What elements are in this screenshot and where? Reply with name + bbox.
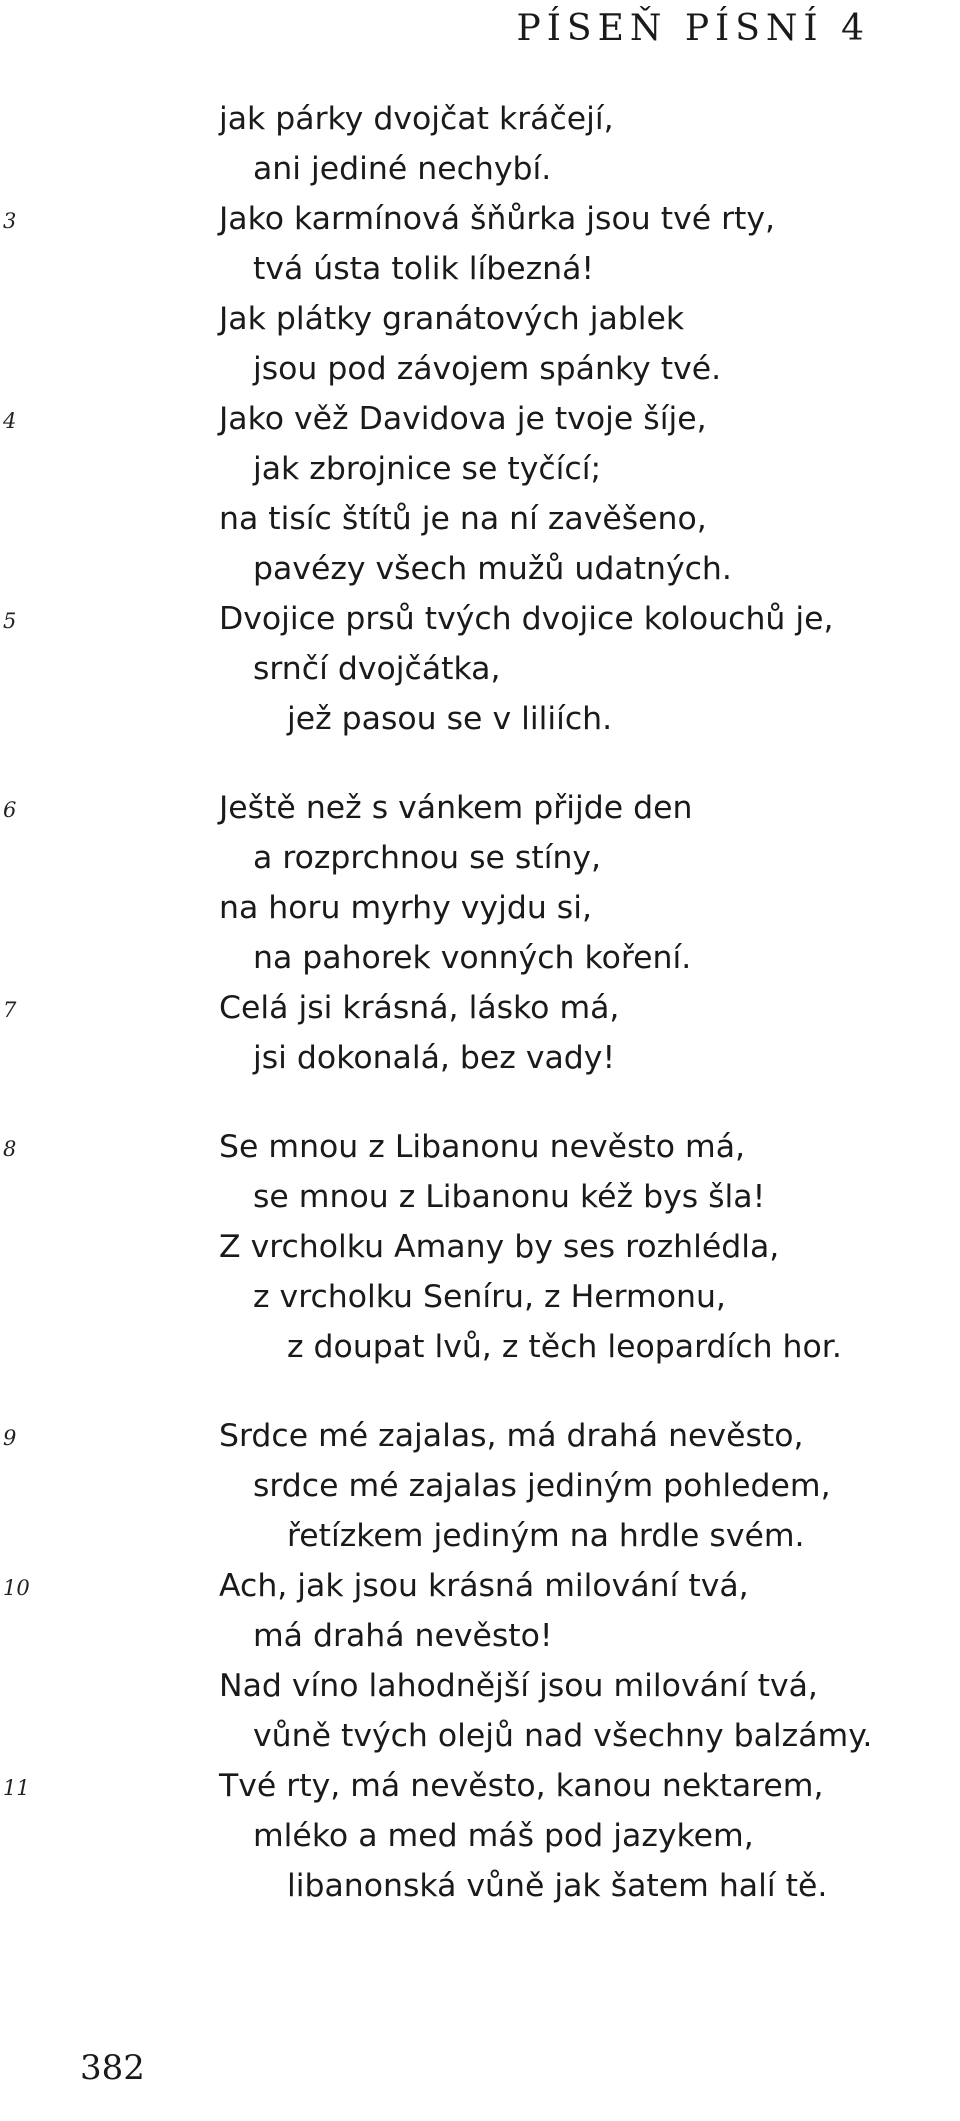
poem-line-text: tvá ústa tolik líbezná!: [253, 251, 595, 287]
poem-line-text: Dvojice prsů tvých dvojice kolouchů je,: [219, 601, 834, 637]
poem-line: [0, 544, 960, 594]
poem-line-text: jsi dokonalá, bez vady!: [253, 1040, 616, 1076]
poem-line: [0, 1272, 960, 1322]
poem-line: [0, 294, 960, 344]
poem-line-text: z vrcholku Seníru, z Hermonu,: [253, 1279, 726, 1315]
poem-line: [0, 1861, 960, 1911]
poem-line-text: jsou pod závojem spánky tvé.: [253, 351, 722, 387]
stanza-gap: [0, 744, 960, 783]
poem-line: [0, 833, 960, 883]
verse-number: 9: [3, 1426, 17, 1450]
poem-line-text: Ach, jak jsou krásná milování tvá,: [219, 1568, 749, 1604]
poem-line: [0, 1322, 960, 1372]
poem-line-text: Jak plátky granátových jablek: [219, 301, 685, 337]
poem-line-text: Srdce mé zajalas, má drahá nevěsto,: [219, 1418, 804, 1454]
verse-number: 4: [3, 409, 17, 433]
poem-line: [0, 1122, 960, 1172]
poem-line: [0, 1511, 960, 1561]
poem-line: [0, 783, 960, 833]
poem-line: [0, 394, 960, 444]
poem-line-text: mléko a med máš pod jazykem,: [253, 1818, 754, 1854]
poem-line-text: se mnou z Libanonu kéž bys šla!: [253, 1179, 766, 1215]
poem-line-text: na pahorek vonných koření.: [253, 940, 692, 976]
poem-line: [0, 94, 960, 144]
poem-line: [0, 1172, 960, 1222]
poem-line-text: má drahá nevěsto!: [253, 1618, 553, 1654]
running-head: PÍSEŇ PÍSNÍ 4: [516, 8, 870, 49]
page-number: 382: [80, 2048, 145, 2088]
poem-line-text: Jako karmínová šňůrka jsou tvé rty,: [219, 201, 776, 237]
poem-line-text: Jako věž Davidova je tvoje šíje,: [219, 401, 707, 437]
verse-number: 10: [3, 1576, 30, 1600]
poem-line-text: z doupat lvů, z těch leopardích hor.: [287, 1329, 842, 1365]
poem-line: [0, 883, 960, 933]
verse-number: 8: [3, 1137, 17, 1161]
poem-line: [0, 194, 960, 244]
poem-line: [0, 594, 960, 644]
poem-line: [0, 144, 960, 194]
stanza-gap: [0, 1372, 960, 1411]
poem-line: [0, 1461, 960, 1511]
poem-line-text: srdce mé zajalas jediným pohledem,: [253, 1468, 831, 1504]
verse-number: 7: [3, 998, 17, 1022]
poem-line-text: jež pasou se v liliích.: [287, 701, 613, 737]
poem-line: [0, 494, 960, 544]
poem-line: [0, 1561, 960, 1611]
poem-line: [0, 933, 960, 983]
poem-line-text: Se mnou z Libanonu nevěsto má,: [219, 1129, 746, 1165]
poem-line: [0, 1711, 960, 1761]
poem-line: [0, 1411, 960, 1461]
poem-line: [0, 244, 960, 294]
poem-line: [0, 444, 960, 494]
poem-line-text: vůně tvých olejů nad všechny balzámy.: [253, 1718, 873, 1754]
poem-line-text: Nad víno lahodnější jsou milování tvá,: [219, 1668, 818, 1704]
verse-number: 3: [3, 209, 17, 233]
poem-line-text: na horu myrhy vyjdu si,: [219, 890, 592, 926]
poem-line: [0, 694, 960, 744]
poem-line-text: srnčí dvojčátka,: [253, 651, 501, 687]
poem-line-text: Ještě než s vánkem přijde den: [219, 790, 693, 826]
poem-line-text: a rozprchnou se stíny,: [253, 840, 602, 876]
poem-line: [0, 1033, 960, 1083]
poem-line-text: Z vrcholku Amany by ses rozhlédla,: [219, 1229, 780, 1265]
poem-line-text: Celá jsi krásná, lásko má,: [219, 990, 620, 1026]
poem-line-text: řetízkem jediným na hrdle svém.: [287, 1518, 805, 1554]
poem-line-text: na tisíc štítů je na ní zavěšeno,: [219, 501, 707, 537]
verse-number: 6: [3, 798, 17, 822]
verse-number: 5: [3, 609, 17, 633]
poem-line-text: ani jediné nechybí.: [253, 151, 552, 187]
poem-line-text: libanonská vůně jak šatem halí tě.: [287, 1868, 828, 1904]
poem-line: [0, 644, 960, 694]
poem-line: [0, 1811, 960, 1861]
poem-line-text: jak párky dvojčat kráčejí,: [219, 101, 614, 137]
poem-line: [0, 1611, 960, 1661]
stanza-gap: [0, 1083, 960, 1122]
poem-line-text: jak zbrojnice se tyčící;: [253, 451, 602, 487]
poem-line: [0, 1661, 960, 1711]
poem-body: [0, 94, 960, 1911]
poem-line-text: Tvé rty, má nevěsto, kanou nektarem,: [219, 1768, 824, 1804]
poem-line: [0, 344, 960, 394]
poem-line: [0, 1222, 960, 1272]
poem-line: [0, 1761, 960, 1811]
poem-line-text: pavézy všech mužů udatných.: [253, 551, 732, 587]
poem-line: [0, 983, 960, 1033]
verse-number: 11: [3, 1776, 30, 1800]
